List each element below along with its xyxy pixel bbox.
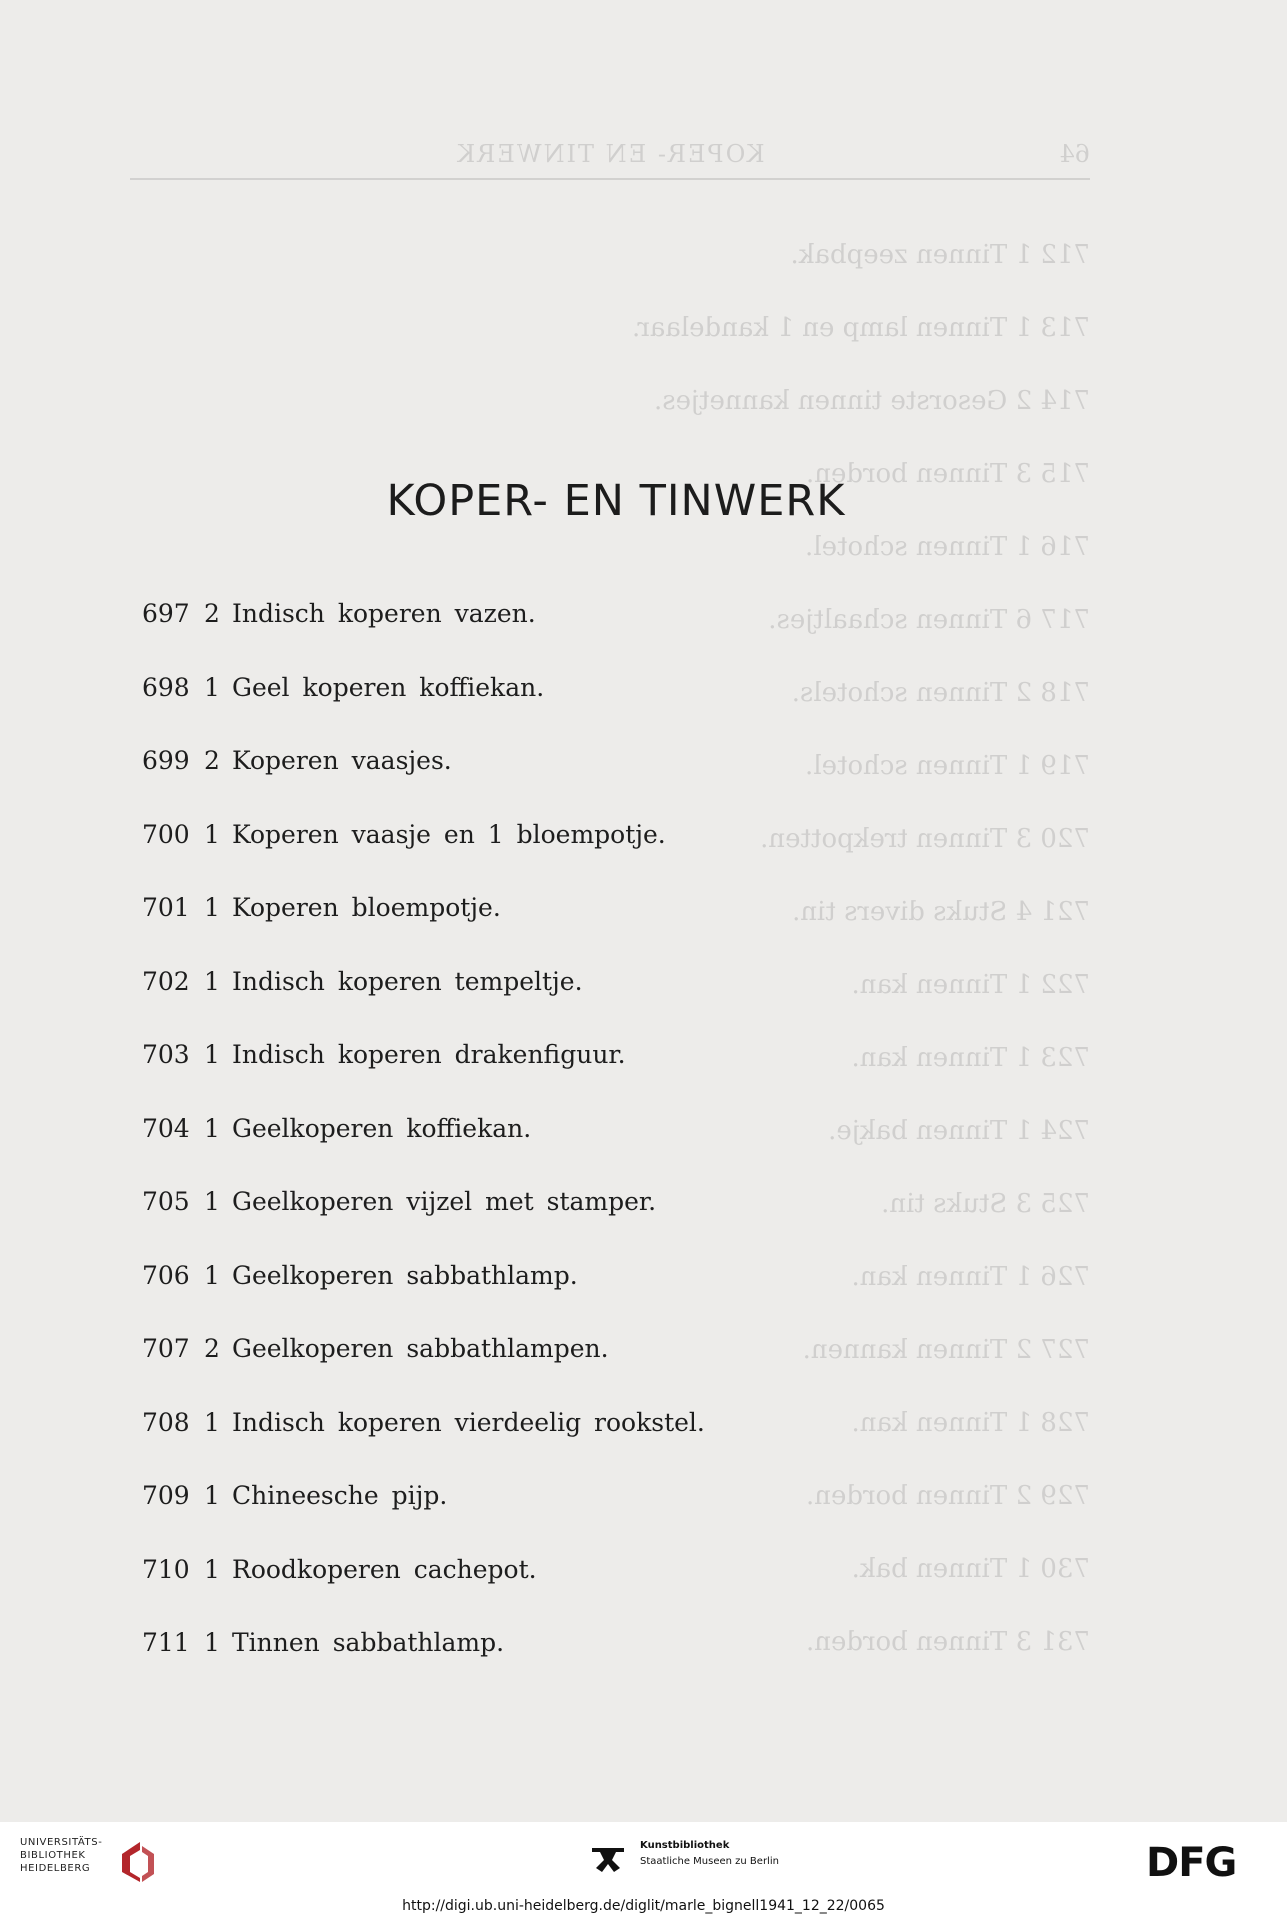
section-title: KOPER- EN TINWERK (386, 476, 846, 526)
bleed-line: 731 3 Tinnen borden. (805, 1627, 1090, 1657)
catalogue-list (142, 596, 705, 1699)
lot-number: 708 (142, 1407, 190, 1437)
museum-subtitle: Staatliche Museen zu Berlin (640, 1856, 779, 1867)
lot-quantity: 1 (204, 1481, 220, 1510)
museum-name: Kunstbibliothek (640, 1840, 730, 1851)
catalogue-entry (142, 1258, 705, 1332)
lot-quantity: 1 (204, 1040, 220, 1069)
catalogue-entry (142, 1037, 705, 1111)
lot-description: Indisch koperen vazen. (232, 599, 536, 628)
lot-number: 711 (142, 1628, 190, 1657)
bleed-line: 728 1 Tinnen kan. (851, 1408, 1090, 1438)
lot-description: Chineesche pijp. (232, 1481, 448, 1510)
lot-number: 704 (142, 1113, 190, 1143)
lot-quantity: 2 (204, 1334, 220, 1363)
lot-description: Geelkoperen sabbathlampen. (232, 1334, 609, 1363)
bleed-line: 713 1 Tinnen lamp en 1 kandelaar. (631, 313, 1090, 343)
bleed-line: 719 1 Tinnen schotel. (805, 751, 1090, 781)
catalogue-entry (142, 1478, 705, 1552)
catalogue-entry (142, 1111, 705, 1185)
lot-quantity: 1 (204, 966, 220, 996)
bleed-line: 727 2 Tinnen kannen. (802, 1335, 1090, 1365)
lot-description: Geelkoperen vijzel met stamper. (232, 1187, 657, 1216)
kunstbibliothek-logo[interactable] (588, 1836, 808, 1882)
bleed-line: 720 3 Tinnen trekpotten. (760, 824, 1090, 854)
lot-quantity: 1 (204, 1113, 220, 1143)
lot-description: Koperen vaasje en 1 bloempotje. (232, 819, 666, 849)
lot-quantity: 1 (204, 893, 220, 922)
lot-quantity: 2 (204, 599, 220, 628)
lot-quantity: 1 (204, 1554, 220, 1584)
catalogue-entry (142, 1184, 705, 1258)
lot-number: 705 (142, 1187, 190, 1216)
lot-description: Geelkoperen koffiekan. (232, 1113, 532, 1143)
bleed-line: 725 3 Stuks tin. (881, 1189, 1090, 1219)
bleed-line: 729 2 Tinnen borden. (805, 1481, 1090, 1511)
university-line: UNIVERSITÄTS- (20, 1837, 103, 1848)
bleed-header: KOPER- EN TINWERK (455, 140, 765, 168)
lot-number: 701 (142, 893, 190, 922)
lot-number: 710 (142, 1554, 190, 1584)
lot-quantity: 2 (204, 746, 220, 775)
catalogue-entry (142, 1405, 705, 1479)
viewer-footer (0, 1822, 1287, 1895)
lot-quantity: 1 (204, 672, 220, 702)
catalogue-entry (142, 1625, 705, 1699)
museum-eagle-icon (588, 1838, 628, 1878)
lot-number: 702 (142, 966, 190, 996)
lot-number: 709 (142, 1481, 190, 1510)
lot-quantity: 1 (204, 1187, 220, 1216)
bleed-line: 730 1 Tinnen bak. (851, 1554, 1090, 1584)
bleed-line: 723 1 Tinnen kan. (851, 1043, 1090, 1073)
lot-description: Indisch koperen drakenfiguur. (232, 1040, 626, 1069)
catalogue-entry (142, 1552, 705, 1626)
university-line: BIBLIOTHEK (20, 1850, 86, 1861)
catalogue-entry (142, 1331, 705, 1405)
lot-number: 707 (142, 1334, 190, 1363)
catalogue-entry (142, 743, 705, 817)
catalogue-entry (142, 670, 705, 744)
university-line: HEIDELBERG (20, 1863, 91, 1874)
bleed-line: 718 2 Tinnen schotels. (791, 678, 1090, 708)
lot-description: Indisch koperen tempeltje. (232, 966, 583, 996)
bleed-line: 717 6 Tinnen schaaltjes. (768, 605, 1090, 635)
lot-number: 698 (142, 672, 190, 702)
lot-description: Koperen vaasjes. (232, 746, 452, 775)
bleed-line: 721 4 Stuks divers tin. (792, 897, 1090, 927)
lot-description: Roodkoperen cachepot. (232, 1554, 537, 1584)
catalogue-entry (142, 890, 705, 964)
bleed-line: 726 1 Tinnen kan. (851, 1262, 1090, 1292)
lot-number: 697 (142, 599, 190, 628)
lot-description: Tinnen sabbathlamp. (232, 1628, 505, 1657)
lot-quantity: 1 (204, 1260, 220, 1290)
bleed-line: 724 1 Tinnen bakje. (828, 1116, 1090, 1146)
heidelberg-library-logo[interactable] (20, 1836, 170, 1886)
bleed-line: 712 1 Tinnen zeepbak. (790, 240, 1090, 270)
lot-number: 703 (142, 1040, 190, 1069)
lot-description: Indisch koperen vierdeelig rookstel. (232, 1407, 705, 1437)
catalogue-entry (142, 964, 705, 1038)
lot-description: Geelkoperen sabbathlamp. (232, 1260, 578, 1290)
dfg-wordmark: DFG (1146, 1842, 1237, 1882)
bleed-page-number: 64 (1059, 140, 1090, 168)
lot-quantity: 1 (204, 1628, 220, 1657)
lot-description: Geel koperen koffiekan. (232, 672, 545, 702)
bleed-rule (130, 178, 1090, 180)
university-name (20, 1836, 102, 1875)
dfg-logo[interactable] (1146, 1842, 1268, 1882)
lot-quantity: 1 (204, 1407, 220, 1437)
catalogue-entry (142, 596, 705, 670)
catalogue-entry (142, 817, 705, 891)
bleed-line: 715 3 Tinnen borden. (805, 459, 1090, 489)
bleed-line: 716 1 Tinnen schotel. (805, 532, 1090, 562)
lot-quantity: 1 (204, 819, 220, 849)
heidelberg-emblem-icon (118, 1838, 158, 1884)
lot-number: 699 (142, 746, 190, 775)
bleed-line: 714 2 Gesorste tinnen kannetjes. (653, 386, 1090, 416)
lot-description: Koperen bloempotje. (232, 893, 501, 922)
lot-number: 700 (142, 819, 190, 849)
bleed-line: 722 1 Tinnen kan. (851, 970, 1090, 1000)
lot-number: 706 (142, 1260, 190, 1290)
page-url[interactable]: http://digi.ub.uni-heidelberg.de/diglit/marle_bignell1941_12_22/0065 (0, 1895, 1287, 1917)
